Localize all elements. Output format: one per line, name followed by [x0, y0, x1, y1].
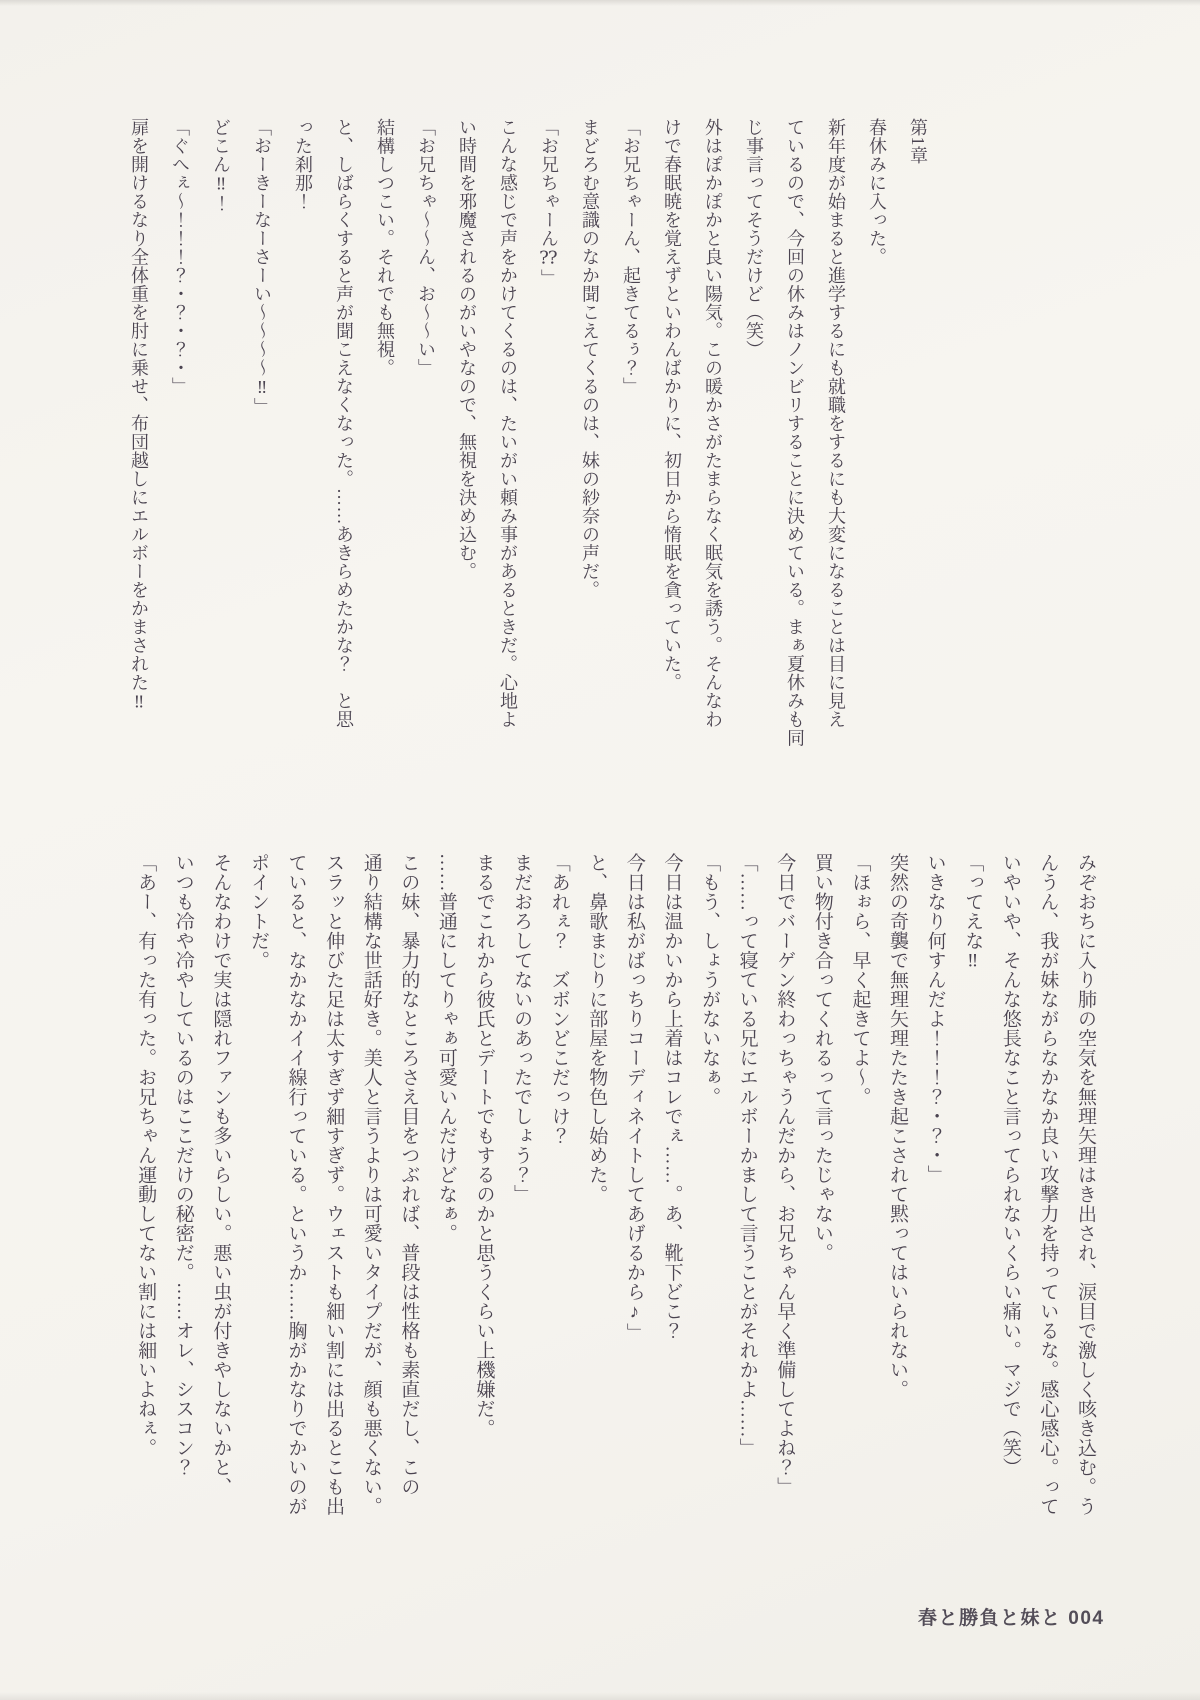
text-line: と、鼻歌まじりに部屋を物色し始めた。 — [586, 853, 608, 1204]
chapter-heading: 第1章 — [908, 118, 928, 165]
text-line: 「ってえな‼ — [962, 853, 984, 972]
text-line: と、しばらくすると声が聞こえなくなった。……あきらめたかな？ と思 — [334, 118, 354, 729]
text-line: い時間を邪魔されるのがいやなので、無視を決め込む。 — [457, 118, 477, 581]
text-line: ているので、今回の休みはノンビリすることに決めている。まぁ夏休みも同 — [785, 118, 805, 747]
text-line: んうん、我が妹ながらなかなか良い攻撃力を持っているな。感心感心。って — [1037, 853, 1059, 1516]
text-line: 春休みに入った。 — [867, 118, 887, 266]
text-line: スラッと伸びた足は太すぎず細すぎず。ウェストも細い割には出るとこも出 — [323, 853, 345, 1516]
text-line: 「あれぇ？ ズボンどこだっけ？ — [548, 853, 570, 1146]
text-line: まだおろしてないのあったでしょう？」 — [511, 853, 533, 1204]
text-line: 「もう、しょうがないなぁ。 — [699, 853, 721, 1107]
text-line: 外はぽかぽかと良い陽気。この暖かさがたまらなく眠気を誘う。そんなわ — [703, 118, 723, 729]
text-line: 突然の奇襲で無理矢理たたき起こされて黙ってはいられない。 — [887, 853, 909, 1399]
text-line: 今日でバーゲン終わっちゃうんだから、お兄ちゃん早く準備してよね？」 — [774, 853, 796, 1497]
bottom-text-block — [126, 853, 1104, 1525]
text-line: まどろむ意識のなか聞こえてくるのは、妹の紗奈の声だ。 — [580, 118, 600, 599]
text-line: 「ぐへぇ〜！！！？・？・？・」 — [170, 118, 190, 396]
text-line: まるでこれから彼氏とデートでもするのかと思うくらい上機嫌だ。 — [473, 853, 495, 1438]
text-line: 「お兄ちゃ〜〜ん、お〜〜い」 — [416, 118, 436, 377]
text-line: いつも冷や冷やしているのはここだけの秘密だ。……オレ、シスコン？ — [172, 853, 194, 1477]
text-line: 「おーきーなーさーい〜〜〜〜‼」 — [252, 118, 272, 416]
text-line: 今日は温かいから上着はコレでぇ……。あ、靴下どこ？ — [661, 853, 683, 1341]
text-line: 扉を開けるなり全体重を肘に乗せ、布団越しにエルボーをかまされた‼ — [129, 118, 149, 712]
text-line: 「お兄ちゃーん⁇」 — [539, 118, 559, 288]
text-line: 「ほぉら、早く起きてよ〜。 — [849, 853, 871, 1107]
text-line: ……普通にしてりゃぁ可愛いんだけどなぁ。 — [435, 853, 457, 1243]
page-footer-title: 春と勝負と妹と 004 — [918, 1608, 1105, 1629]
text-line: この妹、暴力的なところさえ目をつぶれば、普段は性格も素直だし、この — [398, 853, 420, 1497]
text-line: けで春眠暁を覚えずといわんばかりに、初日から惰眠を貪っていた。 — [662, 118, 682, 692]
top-text-block — [116, 118, 938, 766]
text-line: みぞおちに入り肺の空気を無理矢理はき出され、涙目で激しく咳き込む。う — [1075, 853, 1096, 1516]
text-line: こんな感じで声をかけてくるのは、たいがい頼み事があるときだ。心地よ — [498, 118, 518, 729]
text-line: 今日は私がばっちりコーディネイトしてあげるから♪」 — [623, 853, 645, 1343]
text-line: ポイントだ。 — [247, 853, 269, 970]
text-line: いきなり何すんだよ！！！？・？・」 — [924, 853, 946, 1185]
text-line: いやいや、そんな悠長なこと言ってられないくらい痛い。マジで（笑） — [999, 853, 1021, 1477]
text-line: 「あー、有った有った。お兄ちゃん運動してない割には細いよねぇ。 — [135, 853, 157, 1458]
text-line: 買い物付き合ってくれるって言ったじゃない。 — [811, 853, 833, 1263]
text-line: ていると、なかなかイイ線行っている。というか……胸がかなりでかいのが — [285, 853, 307, 1516]
text-line: どこん‼！ — [211, 118, 231, 213]
text-line: 「……って寝ている兄にエルボーかまして言うことがそれかよ……」 — [736, 853, 758, 1458]
text-line: 新年度が始まると進学するにも就職をするにも大変になることは目に見え — [826, 118, 846, 729]
text-line: じ事言ってそうだけど（笑） — [744, 118, 764, 359]
text-line: った刹那！ — [293, 118, 313, 211]
text-line: そんなわけで実は隠れファンも多いらしい。悪い虫が付きやしないかと、 — [210, 853, 232, 1497]
text-line: 結構しつこい。それでも無視。 — [375, 118, 395, 377]
text-line: 「お兄ちゃーん、起きてるぅ？」 — [621, 118, 641, 396]
text-line: 通り結構な世話好き。美人と言うよりは可愛いタイプだが、顔も悪くない。 — [360, 853, 382, 1516]
